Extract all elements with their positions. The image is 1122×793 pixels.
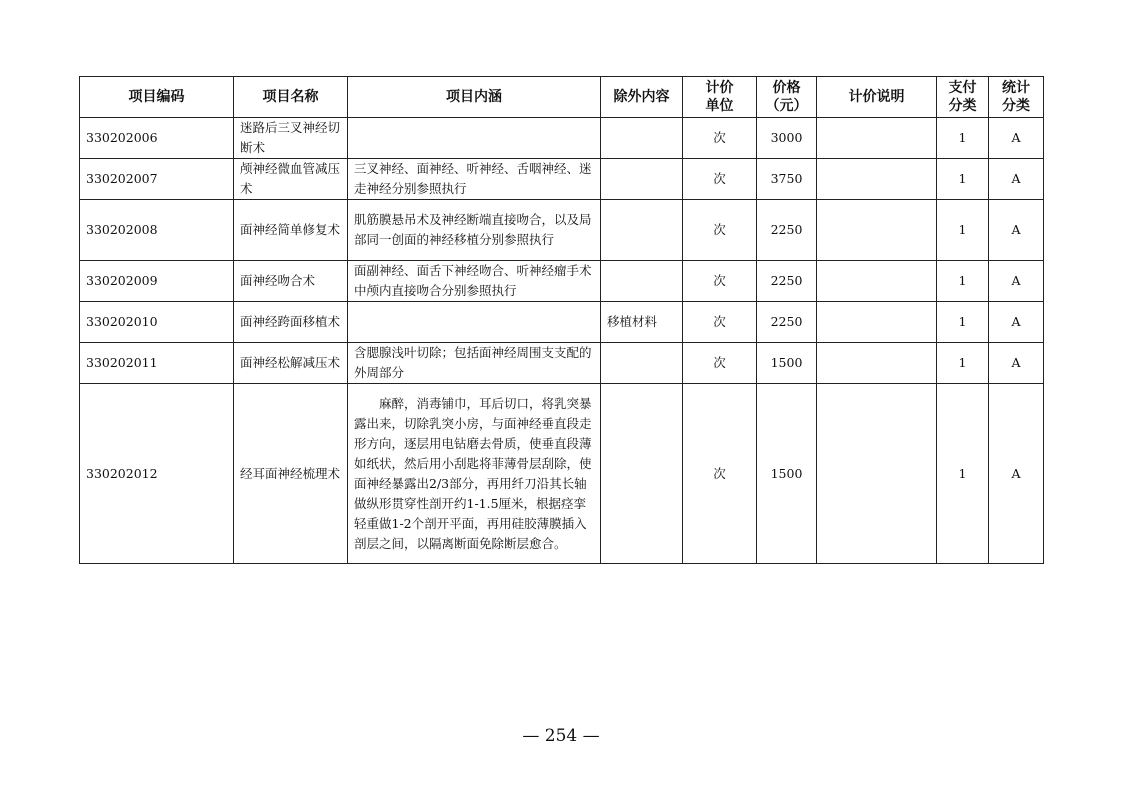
table-row <box>80 384 1044 564</box>
header-code <box>80 77 234 118</box>
cell-code: 330202012 <box>80 384 234 564</box>
cell-content: 麻醉，消毒铺巾，耳后切口，将乳突暴露出来，切除乳突小房，与面神经垂直段走形方向，逐层用电钻磨去骨质，使垂直段薄如纸状，然后用小刮匙将菲薄骨层刮除，使面神经暴露出2/3部分，再用纤刀沿其长轴做纵形贯穿性剖开约1-1.5厘米，根据痉挛轻重做1-2个剖开平面，再用硅胶薄膜插入剖层之间，以隔离断面免除断层愈合。 <box>348 384 601 564</box>
cell-unit: 次 <box>683 159 757 200</box>
cell-excluded <box>601 200 683 261</box>
header-note <box>817 77 937 118</box>
table-row <box>80 159 1044 200</box>
table-row <box>80 261 1044 302</box>
cell-pay-category: 1 <box>937 302 989 343</box>
cell-content <box>348 302 601 343</box>
header-price-line2: （元） <box>765 98 808 114</box>
cell-stat-category: A <box>989 384 1044 564</box>
cell-name: 面神经简单修复术 <box>234 200 348 261</box>
cell-content: 含腮腺浅叶切除；包括面神经周围支支配的外周部分 <box>348 343 601 384</box>
cell-excluded <box>601 261 683 302</box>
cell-code: 330202008 <box>80 200 234 261</box>
cell-name: 颅神经微血管减压术 <box>234 159 348 200</box>
cell-stat-category: A <box>989 302 1044 343</box>
cell-pay-category: 1 <box>937 118 989 159</box>
cell-unit: 次 <box>683 384 757 564</box>
cell-pay-category: 1 <box>937 261 989 302</box>
cell-name: 面神经吻合术 <box>234 261 348 302</box>
header-excluded <box>601 77 683 118</box>
cell-code: 330202007 <box>80 159 234 200</box>
cell-code: 330202011 <box>80 343 234 384</box>
header-stat <box>989 77 1044 118</box>
header-name <box>234 77 348 118</box>
cell-pay-category: 1 <box>937 159 989 200</box>
cell-price: 1500 <box>757 343 817 384</box>
cell-pay-category: 1 <box>937 200 989 261</box>
header-name-label: 项目名称 <box>262 89 319 105</box>
cell-stat-category: A <box>989 159 1044 200</box>
cell-note <box>817 302 937 343</box>
header-pay <box>937 77 989 118</box>
table-row <box>80 343 1044 384</box>
cell-code: 330202009 <box>80 261 234 302</box>
header-price-line1: 价格 <box>772 80 801 96</box>
cell-note <box>817 118 937 159</box>
cell-code: 330202006 <box>80 118 234 159</box>
cell-content: 三叉神经、面神经、听神经、舌咽神经、迷走神经分别参照执行 <box>348 159 601 200</box>
cell-unit: 次 <box>683 343 757 384</box>
cell-name: 迷路后三叉神经切断术 <box>234 118 348 159</box>
header-unit-line2: 单位 <box>705 98 734 114</box>
header-excluded-label: 除外内容 <box>613 89 670 105</box>
cell-stat-category: A <box>989 118 1044 159</box>
cell-pay-category: 1 <box>937 384 989 564</box>
header-content-label: 项目内涵 <box>446 89 502 105</box>
cell-name: 经耳面神经梳理术 <box>234 384 348 564</box>
cell-content: 面副神经、面舌下神经吻合、听神经瘤手术中颅内直接吻合分别参照执行 <box>348 261 601 302</box>
cell-stat-category: A <box>989 200 1044 261</box>
cell-code: 330202010 <box>80 302 234 343</box>
header-pay-line1: 支付 <box>948 80 977 96</box>
cell-unit: 次 <box>683 261 757 302</box>
header-price <box>757 77 817 118</box>
cell-note <box>817 159 937 200</box>
cell-name: 面神经跨面移植术 <box>234 302 348 343</box>
cell-excluded <box>601 118 683 159</box>
cell-price: 1500 <box>757 384 817 564</box>
cell-price: 3750 <box>757 159 817 200</box>
cell-stat-category: A <box>989 343 1044 384</box>
header-unit <box>683 77 757 118</box>
cell-content <box>348 118 601 159</box>
header-stat-line2: 分类 <box>1002 98 1030 114</box>
cell-unit: 次 <box>683 200 757 261</box>
cell-note <box>817 343 937 384</box>
table-row <box>80 200 1044 261</box>
cell-excluded <box>601 343 683 384</box>
table-row <box>80 302 1044 343</box>
cell-note <box>817 261 937 302</box>
header-content <box>348 77 601 118</box>
header-pay-line2: 分类 <box>948 98 977 114</box>
cell-note <box>817 200 937 261</box>
cell-pay-category: 1 <box>937 343 989 384</box>
fee-schedule-table <box>79 76 1044 564</box>
cell-excluded <box>601 384 683 564</box>
header-unit-line1: 计价 <box>705 80 734 96</box>
cell-stat-category: A <box>989 261 1044 302</box>
cell-excluded <box>601 159 683 200</box>
cell-price: 2250 <box>757 200 817 261</box>
header-note-label: 计价说明 <box>848 89 905 105</box>
cell-note <box>817 384 937 564</box>
cell-price: 2250 <box>757 302 817 343</box>
table-header-row <box>80 77 1044 118</box>
cell-unit: 次 <box>683 118 757 159</box>
cell-excluded: 移植材料 <box>601 302 683 343</box>
cell-content: 肌筋膜悬吊术及神经断端直接吻合，以及局部同一创面的神经移植分别参照执行 <box>348 200 601 261</box>
cell-price: 2250 <box>757 261 817 302</box>
header-code-label: 项目编码 <box>128 89 185 105</box>
cell-name: 面神经松解减压术 <box>234 343 348 384</box>
cell-unit: 次 <box>683 302 757 343</box>
table-row <box>80 118 1044 159</box>
page-number: — 254 — <box>522 726 600 746</box>
cell-price: 3000 <box>757 118 817 159</box>
header-stat-line1: 统计 <box>1002 80 1030 96</box>
